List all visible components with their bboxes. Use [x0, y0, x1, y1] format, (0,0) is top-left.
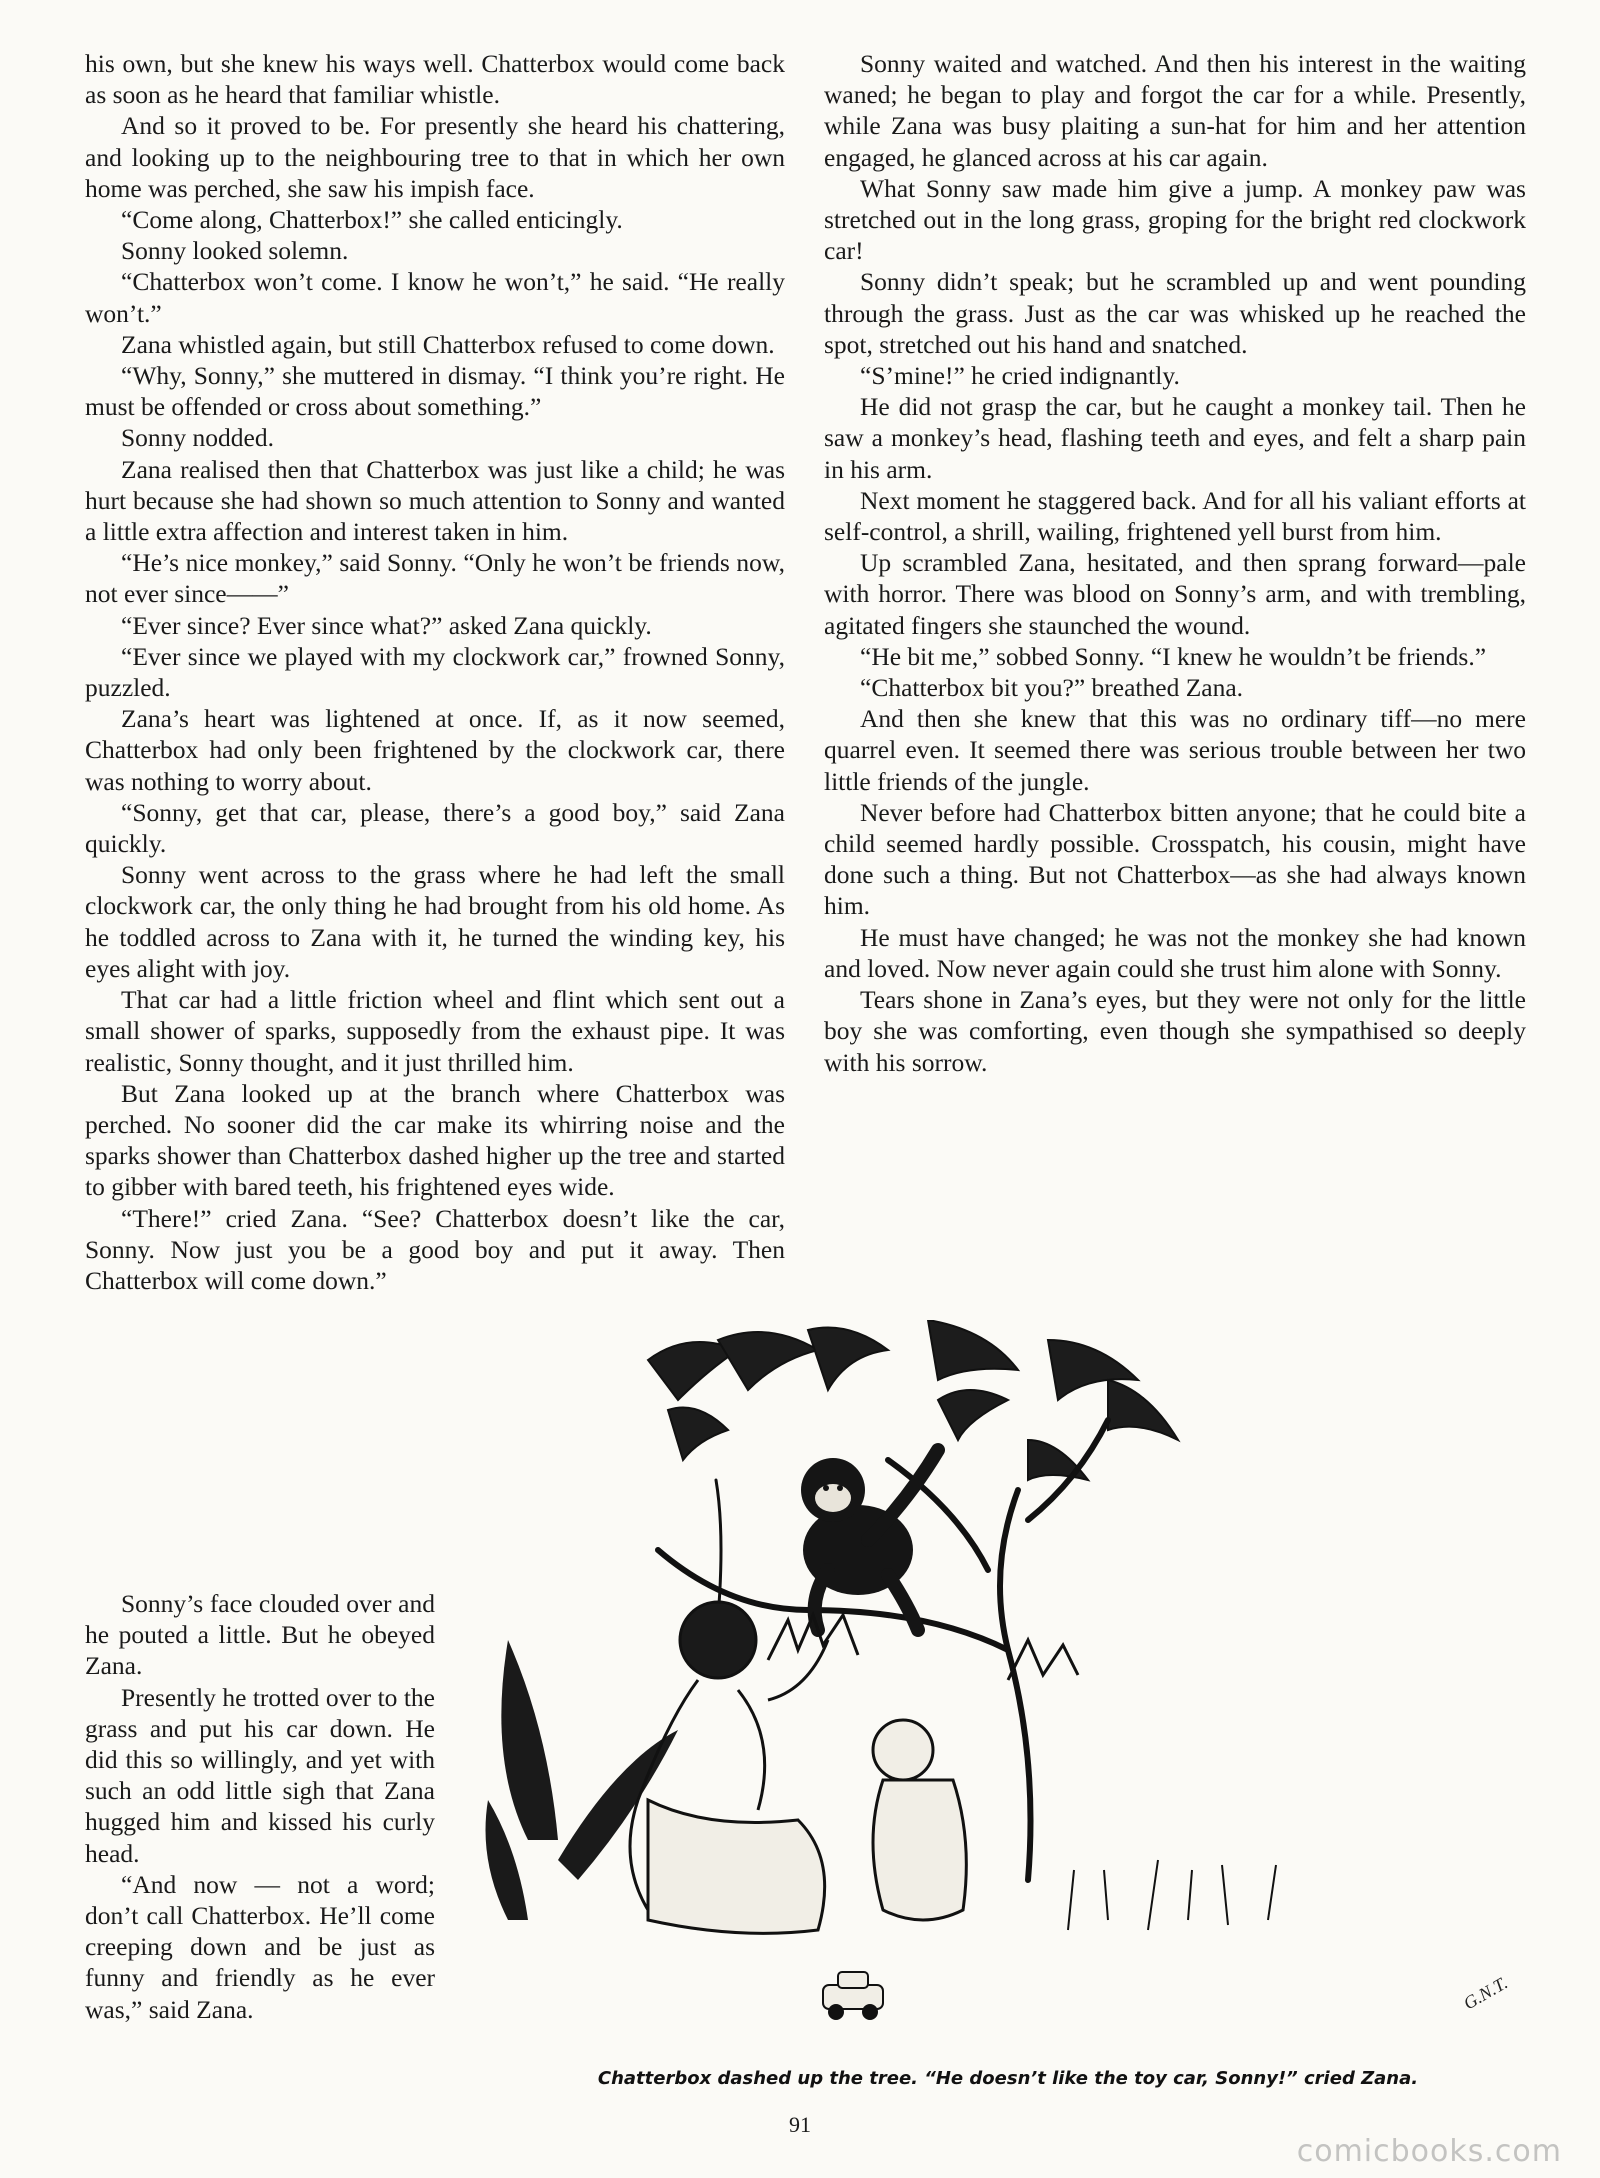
right-column: [824, 48, 1526, 1078]
watermark: comicbooks.com: [1296, 2134, 1562, 2169]
paragraph: That car had a little friction wheel and flint which sent out a small shower of sparks, supposedly from the exhaust pipe. It was realistic, Sonny thought, and it just thrilled him.: [85, 985, 785, 1077]
paragraph: “There!” cried Zana. “See? Chatterbox doesn’t like the car, Sonny. Now just you be a good boy and put it away. Then Chatterbox will come down.”: [85, 1203, 785, 1295]
toy-car: [823, 1972, 883, 2019]
paragraph: Sonny didn’t speak; but he scrambled up and went pounding through the grass. Just as the car was whisked up he reached the spot, stretched out his hand and snatched.: [824, 267, 1526, 359]
paragraph: “S’mine!” he cried indignantly.: [860, 361, 1180, 391]
paragraph: Sonny’s face clouded over and he pouted a little. But he obeyed Zana.: [85, 1589, 435, 1681]
illustration: [468, 1320, 1548, 2040]
paragraph: “Ever since? Ever since what?” asked Zana quickly.: [121, 610, 652, 640]
paragraph: “He’s nice monkey,” said Sonny. “Only he won’t be friends now, not ever since——”: [85, 548, 785, 609]
paragraph: “Chatterbox bit you?” breathed Zana.: [860, 673, 1244, 703]
paragraph: Sonny nodded.: [121, 423, 274, 453]
paragraph: “Come along, Chatterbox!” she called enticingly.: [121, 205, 623, 235]
paragraph: “Chatterbox won’t come. I know he won’t,” he said. “He really won’t.”: [85, 267, 785, 328]
paragraph: Presently he trotted over to the grass and put his car down. He did this so willingly, and yet with such an odd little sigh that Zana hugged him and kissed his curly head.: [85, 1682, 435, 1868]
artist-signature: G.N.T.: [1460, 1972, 1511, 2014]
paragraph: Zana whistled again, but still Chatterbox refused to come down.: [121, 329, 775, 359]
foliage: [648, 1320, 1178, 1480]
paragraph: What Sonny saw made him give a jump. A monkey paw was stretched out in the long grass, groping for the bright red clockwork car!: [824, 173, 1526, 266]
figure-caption: Chatterbox dashed up the tree. “He doesn’t like the toy car, Sonny!” cried Zana.: [597, 2068, 1419, 2089]
paragraph: Zana realised then that Chatterbox was just like a child; he was hurt because she had shown so much attention to Sonny and wanted a little extra affection and interest taken in him.: [85, 454, 785, 547]
paragraph: “Ever since we played with my clockwork car,” frowned Sonny, puzzled.: [85, 641, 785, 703]
paragraph: Tears shone in Zana’s eyes, but they were not only for the little boy she was comforting, even though she sympathised so deeply with his sorrow.: [824, 985, 1526, 1077]
paragraph: Never before had Chatterbox bitten anyone; that he could bite a child seemed hardly possible. Crosspatch, his cousin, might have done such a thing. But not Chatterbox—as she had always known him.: [824, 797, 1526, 921]
paragraph: And so it proved to be. For presently she heard his chattering, and looking up to the neighbouring tree to that in which her own home was perched, she saw his impish face.: [85, 111, 785, 203]
page-number: 91: [789, 2112, 811, 2137]
paragraph: “He bit me,” sobbed Sonny. “I knew he wouldn’t be friends.”: [860, 641, 1487, 671]
chimpanzee: [801, 1450, 938, 1630]
paragraph: his own, but she knew his ways well. Chatterbox would come back as soon as he heard that familiar whistle.: [85, 49, 785, 110]
paragraph: Sonny looked solemn.: [121, 236, 349, 266]
paragraph: “Why, Sonny,” she muttered in dismay. “I think you’re right. He must be offended or cross about something.”: [85, 361, 785, 422]
paragraph: Next moment he staggered back. And for all his valiant efforts at self-control, a shrill, wailing, frightened yell burst from him.: [824, 485, 1526, 547]
paragraph: Sonny waited and watched. And then his interest in the waiting waned; he began to play and forgot the car for a while. Presently, while Zana was busy plaiting a sun-hat for him and her attention engaged, he glanced across at his car again.: [824, 49, 1526, 172]
left-narrow-column: [85, 1588, 435, 2025]
paragraph: “And now — not a word; don’t call Chatterbox. He’ll come creeping down and be just as funny and friendly as he ever was,” said Zana.: [85, 1869, 435, 2024]
paragraph: Sonny went across to the grass where he had left the small clockwork car, the only thing he had brought from his old home. As he toddled across to Zana with it, he turned the winding key, his eyes alight with joy.: [85, 860, 785, 983]
paragraph: He did not grasp the car, but he caught a monkey tail. Then he saw a monkey’s head, flashing teeth and eyes, and felt a sharp pain in his arm.: [824, 392, 1526, 484]
left-column: [85, 48, 785, 1296]
paragraph: Up scrambled Zana, hesitated, and then sprang forward—pale with horror. There was blood on Sonny’s arm, and with trembling, agitated fingers she staunched the wound.: [824, 548, 1526, 640]
paragraph: And then she knew that this was no ordinary tiff—no mere quarrel even. It seemed there was serious trouble between her two little friends of the jungle.: [824, 704, 1526, 796]
paragraph: He must have changed; he was not the monkey she had known and loved. Now never again could she trust him alone with Sonny.: [824, 922, 1526, 983]
paragraph: But Zana looked up at the branch where Chatterbox was perched. No sooner did the car make its whirring noise and the sparks shower than Chatterbox dashed higher up the tree and started to gibber with bared teeth, his frightened eyes wide.: [85, 1078, 785, 1202]
paragraph: “Sonny, get that car, please, there’s a good boy,” said Zana quickly.: [85, 797, 785, 859]
paragraph: Zana’s heart was lightened at once. If, as it now seemed, Chatterbox had only been frightened by the clockwork car, there was nothing to worry about.: [85, 704, 785, 796]
sonny-figure: [873, 1720, 966, 1920]
